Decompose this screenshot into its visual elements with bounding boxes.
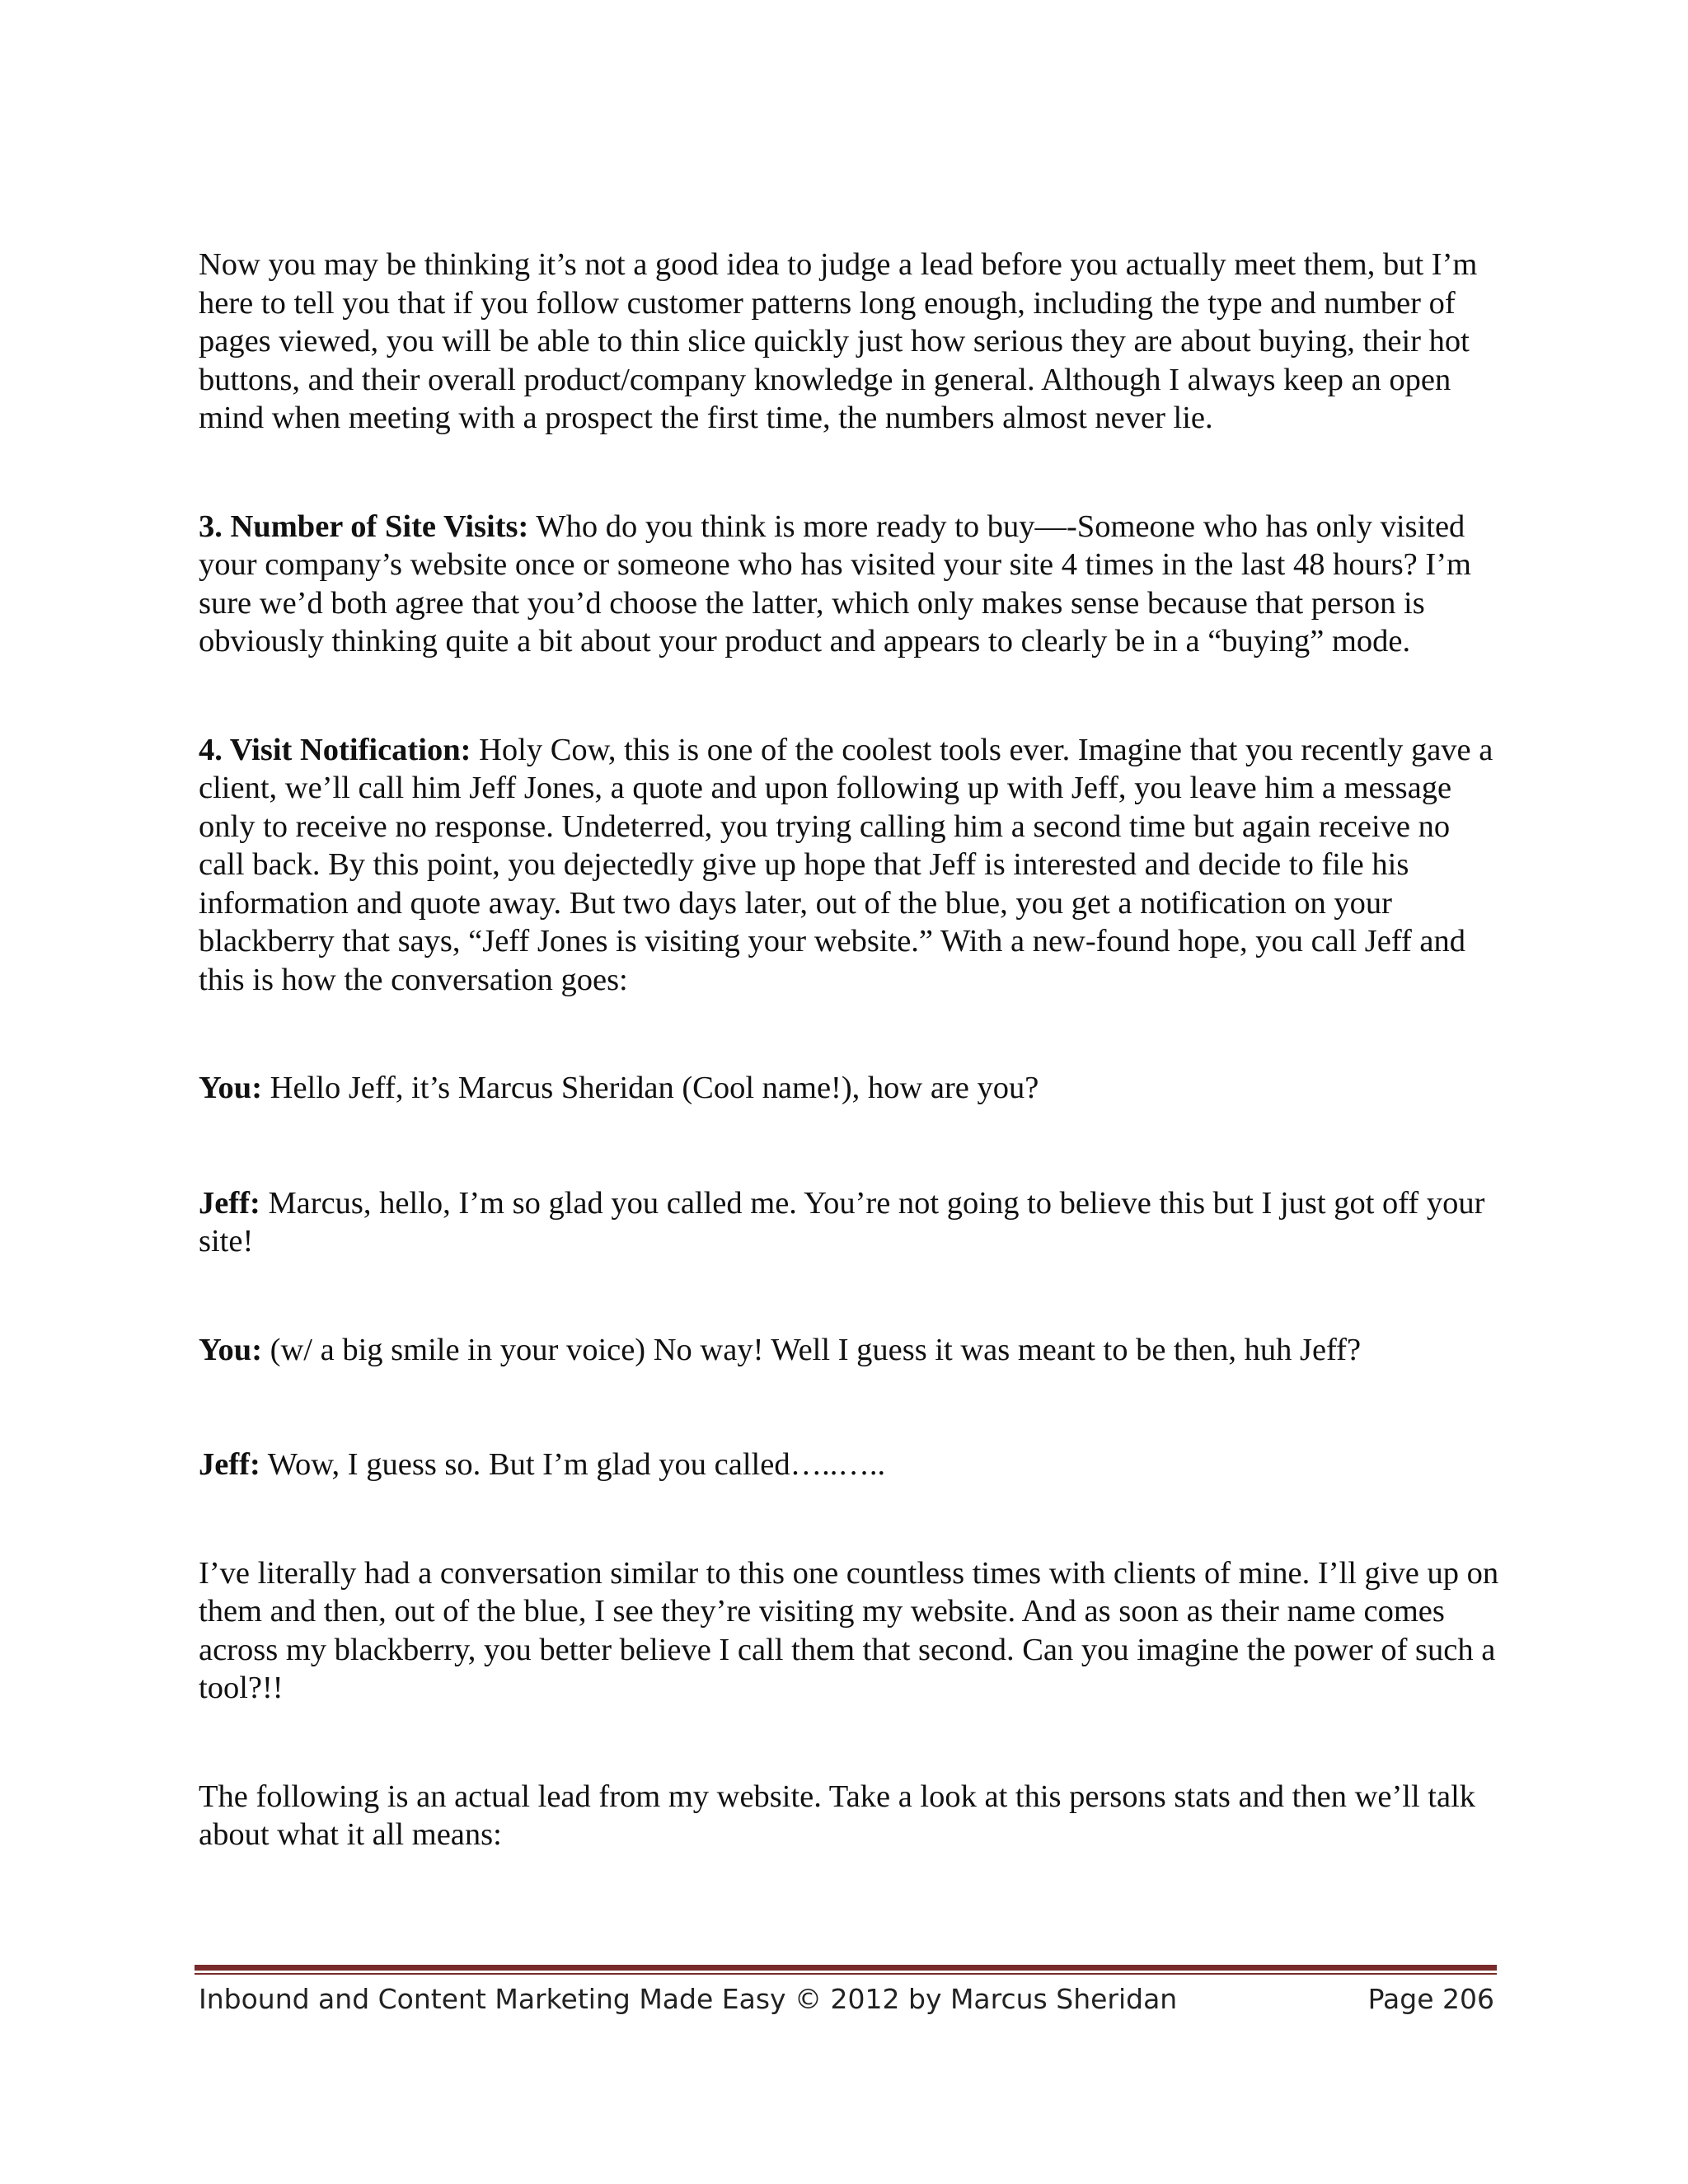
paragraph-actual-lead [199, 1778, 1501, 1854]
dialogue-line-1 [199, 1069, 1501, 1108]
section-label: 3. Number of Site Visits: [199, 509, 529, 544]
paragraph-text: Holy Cow, this is one of the coolest tools ever. Imagine that you recently gave a client, we’ll call him Jeff Jones, a quote and upon following up with Jeff, you leave him a message only to receive no response. Undeterred, you trying calling him a second time but again receive no call back. By this point, you dejectedly give up hope that Jeff is interested and decide to file his information and quote away. But two days later, out of the blue, you get a notification on your blackberry that says, “Jeff Jones is visiting your website.” With a new-found hope, you call Jeff and this is how the conversation goes: [199, 732, 1493, 997]
footer-rule-thin [195, 1973, 1497, 1975]
footer-title: Inbound and Content Marketing Made Easy © 2012 by Marcus Sheridan [199, 1983, 1178, 2015]
dialogue-text: (w/ a big smile in your voice) No way! Well I guess it was meant to be then, huh Jeff? [262, 1332, 1362, 1367]
dialogue-text: Hello Jeff, it’s Marcus Sheridan (Cool name!), how are you? [262, 1071, 1039, 1105]
speaker-label: Jeff: [199, 1185, 260, 1221]
dialogue-text: Marcus, hello, I’m so glad you called me. You’re not going to believe this but I just got off your site! [199, 1185, 1485, 1258]
paragraph-literally [199, 1554, 1501, 1708]
page-number: Page 206 [1367, 1983, 1494, 2015]
dialogue-line-4 [199, 1446, 1501, 1484]
footer-rule-thick [195, 1965, 1497, 1971]
section-label: 4. Visit Notification: [199, 732, 471, 767]
dialogue-line-2 [199, 1184, 1501, 1261]
paragraph-text: Now you may be thinking it’s not a good idea to judge a lead before you actually meet them, but I’m here to tell you that if you follow customer patterns long enough, including the type and number of pages viewed, you will be able to thin slice quickly just how serious they are about buying, their hot buttons, and their overall product/company knowledge in general. Although I always keep an open mind when meeting with a prospect the first time, the numbers almost never lie. [199, 247, 1478, 435]
speaker-label: You: [199, 1071, 263, 1105]
page-body [199, 246, 1501, 1854]
paragraph-text: I’ve literally had a conversation similar to this one countless times with clients of mine. I’ll give up on them and then, out of the blue, I see they’re visiting my website. And as soon as their name comes across my blackberry, you better believe I call them that second. Can you imagine the power of such a tool?!! [199, 1555, 1499, 1705]
paragraph-lead-judging [199, 246, 1501, 438]
paragraph-text: The following is an actual lead from my website. Take a look at this persons stats and then we’ll talk about what it all means: [199, 1779, 1476, 1852]
speaker-label: Jeff: [199, 1447, 260, 1482]
dialogue-line-3 [199, 1331, 1501, 1370]
footer-divider [195, 1965, 1497, 1976]
paragraph-site-visits [199, 508, 1501, 661]
dialogue-text: Wow, I guess so. But I’m glad you called…..….. [260, 1447, 886, 1482]
speaker-label: You: [199, 1332, 263, 1367]
paragraph-text: Who do you think is more ready to buy—-Someone who has only visited your company’s website once or someone who has visited your site 4 times in the last 48 hours? I’m sure we’d both agree that you’d choose the latter, which only makes sense because that person is obviously thinking quite a bit about your product and appears to clearly be in a “buying” mode. [199, 509, 1471, 658]
paragraph-visit-notification [199, 731, 1501, 1000]
page-footer [199, 1980, 1494, 2018]
